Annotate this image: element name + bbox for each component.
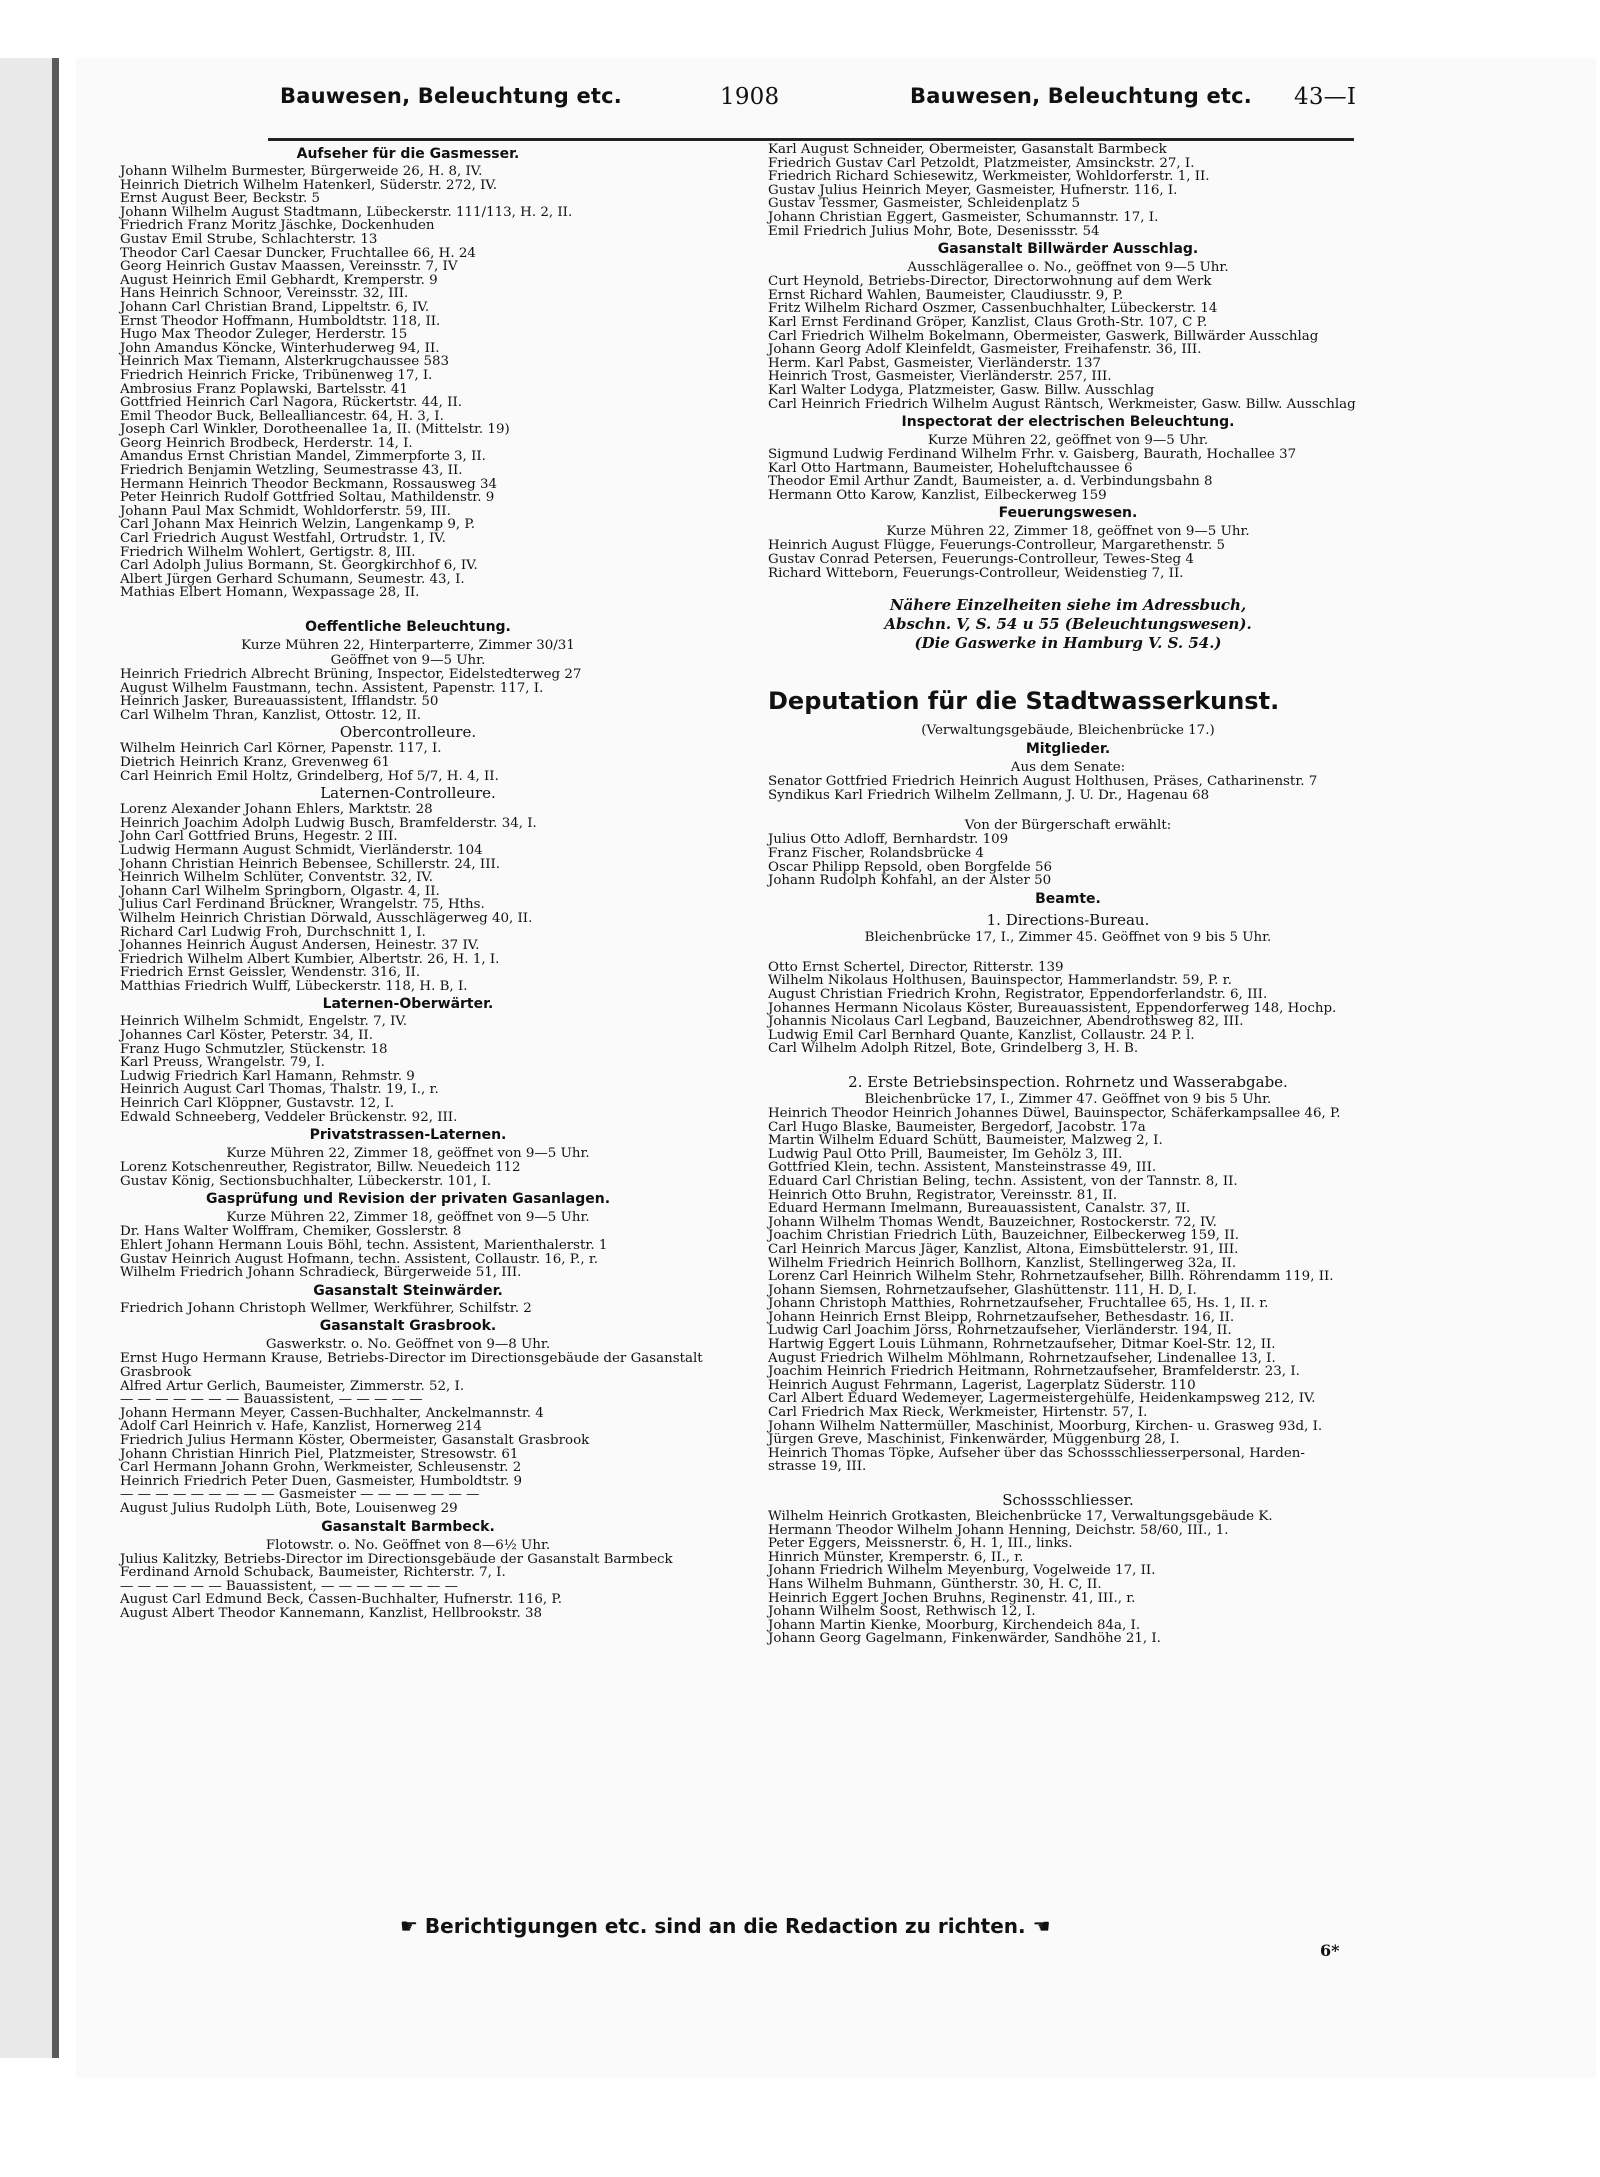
entry-line: Georg Heinrich Gustav Maassen, Vereinsstr. 7, IV <box>120 259 458 275</box>
section-heading: Inspectorat der electrischen Beleuchtung. <box>901 414 1235 431</box>
section-note: Flotowstr. o. No. Geöffnet von 8—6½ Uhr. <box>265 1537 551 1553</box>
entry-line: Carl Albert Eduard Wedemeyer, Lagermeistergehülfe, Heidenkampsweg 212, IV. <box>768 1391 1316 1407</box>
entry-line: Jürgen Greve, Maschinist, Finkenwärder, Müggenburg 28, I. <box>768 1432 1180 1448</box>
left-binding-strip <box>0 58 52 2058</box>
spacer <box>768 802 1368 818</box>
entry-line: Ambrosius Franz Poplawski, Bartelsstr. 41 <box>120 381 408 397</box>
section-heading: Deputation für die Stadtwasserkunst. <box>768 687 1280 716</box>
entry-line: Johann Wilhelm Thomas Wendt, Bauzeichner, Rostockerstr. 72, IV. <box>768 1214 1217 1230</box>
signature-mark: 6* <box>1320 1941 1340 1960</box>
entry-line: Lorenz Carl Heinrich Wilhelm Stehr, Rohrnetzaufseher, Billh. Röhrendamm 119, II. <box>768 1269 1334 1285</box>
section-heading: Obercontrolleure. <box>339 723 477 742</box>
section-note: Bleichenbrücke 17, I., Zimmer 47. Geöffnet von 9 bis 5 Uhr. <box>864 1091 1272 1107</box>
entry-line: Johann Hermann Meyer, Cassen-Buchhalter, Anckelmannstr. 4 <box>120 1405 544 1421</box>
section-note: Ausschlägerallee o. No., geöffnet von 9—5 Uhr. <box>907 260 1229 276</box>
entry-line: Heinrich Joachim Adolph Ludwig Busch, Bramfelderstr. 34, I. <box>120 815 537 831</box>
entry-line: Ernst Richard Wahlen, Baumeister, Claudiusstr. 9, P. <box>768 287 1124 303</box>
entry-line: Heinrich Trost, Gasmeister, Vierländerstr. 257, III. <box>768 369 1112 385</box>
entry-line: strasse 19, III. <box>768 1459 867 1475</box>
entry-line: Friedrich Richard Schiesewitz, Werkmeister, Wohldorferstr. 1, II. <box>768 169 1210 185</box>
spacer <box>768 1056 1368 1072</box>
entry-line: Gustav König, Sectionsbuchhalter, Lübeckerstr. 101, I. <box>120 1173 492 1189</box>
pointing-hand-icon: ☛ <box>400 1914 418 1938</box>
entry-line: Hartwig Eggert Louis Lühmann, Rohrnetzaufseher, Ditmar Koel-Str. 12, II. <box>768 1337 1276 1353</box>
entry-line: Johann Martin Kienke, Moorburg, Kirchendeich 84a, I. <box>768 1617 1141 1633</box>
section-note: Aus dem Senate: <box>1010 760 1126 776</box>
entry-line: Heinrich Dietrich Wilhelm Hatenkerl, Süderstr. 272, IV. <box>120 177 498 193</box>
entry-line: Ludwig Friedrich Karl Hamann, Rehmstr. 9 <box>120 1068 415 1084</box>
entry-line: Joseph Carl Winkler, Dorotheenallee 1a, II. (Mittelstr. 19) <box>120 422 510 438</box>
entry-line: Johann Christoph Matthies, Rohrnetzaufseher, Fruchtallee 65, Hs. 1, II. r. <box>768 1296 1269 1312</box>
entry-line: Heinrich Wilhelm Schlüter, Conventstr. 32, IV. <box>120 870 433 886</box>
entry-line: Friedrich Franz Moritz Jäschke, Dockenhuden <box>120 218 435 234</box>
entry-line: Franz Hugo Schmutzler, Stückenstr. 18 <box>120 1041 388 1057</box>
entry-line: Amandus Ernst Christian Mandel, Zimmerpforte 3, II. <box>120 449 486 465</box>
entry-line: Johann Christian Heinrich Bebensee, Schillerstr. 24, III. <box>120 856 501 872</box>
header-left-title: Bauwesen, Beleuchtung etc. <box>280 84 622 108</box>
section-heading: 2. Erste Betriebsinspection. Rohrnetz und Wasserabgabe. <box>848 1072 1288 1091</box>
entry-line: Gustav Conrad Petersen, Feuerungs-Controlleur, Tewes-Steg 4 <box>768 552 1194 568</box>
entry-line: Johann Christian Eggert, Gasmeister, Schumannstr. 17, I. <box>768 209 1159 225</box>
entry-line: Georg Heinrich Brodbeck, Herderstr. 14, I. <box>120 435 413 451</box>
entry-line: Johann Georg Adolf Kleinfeldt, Gasmeister, Freihafenstr. 36, III. <box>768 342 1202 358</box>
section-heading: Schossschliesser. <box>1002 1491 1134 1509</box>
entry-line: Ferdinand Arnold Schuback, Baumeister, Richterstr. 7, I. <box>120 1565 506 1581</box>
entry-line: Friedrich Ernst Geissler, Wendenstr. 316, II. <box>120 965 421 981</box>
entry-line: Lorenz Alexander Johann Ehlers, Marktstr. 28 <box>120 802 433 818</box>
entry-line: Wilhelm Heinrich Grotkasten, Bleichenbrücke 17, Verwaltungsgebäude K. <box>768 1509 1273 1524</box>
footer-text: Berichtigungen etc. sind an die Redaction zu richten. <box>424 1914 1026 1938</box>
entry-line: Emil Friedrich Julius Mohr, Bote, Desenissstr. 54 <box>768 223 1100 239</box>
entry-line: Richard Carl Ludwig Froh, Durchschnitt 1, I. <box>120 924 426 940</box>
entry-line: August Christian Friedrich Krohn, Registrator, Eppendorferlandstr. 6, III. <box>768 987 1268 1002</box>
section-note: Geöffnet von 9—5 Uhr. <box>330 653 486 668</box>
entry-line: Theodor Carl Caesar Duncker, Fruchtallee 66, H. 24 <box>120 245 476 261</box>
entry-line: Heinrich Friedrich Albrecht Brüning, Inspector, Eidelstedterweg 27 <box>120 667 582 682</box>
section-heading: Aufseher für die Gasmesser. <box>296 146 520 162</box>
entry-line: Alfred Artur Gerlich, Baumeister, Zimmerstr. 52, I. <box>120 1378 465 1394</box>
entry-line: Gottfried Klein, techn. Assistent, Mansteinstrasse 49, III. <box>768 1160 1157 1176</box>
entry-line: Heinrich Thomas Töpke, Aufseher über das Schossschliesserpersonal, Harden- <box>768 1445 1305 1461</box>
spacer <box>768 1474 1368 1490</box>
entry-line: Gustav Julius Heinrich Meyer, Gasmeister, Hufnerstr. 116, I. <box>768 182 1178 198</box>
entry-line: Carl Friedrich Max Rieck, Werkmeister, Hirtenstr. 57, I. <box>768 1405 1148 1421</box>
entry-line: Peter Eggers, Meissnerstr. 6, H. 1, III., links. <box>768 1536 1073 1552</box>
entry-line: Karl Ernst Ferdinand Gröper, Kanzlist, Claus Groth-Str. 107, C P. <box>768 314 1208 330</box>
entry-line: Heinrich August Fehrmann, Lagerist, Lagerplatz Süderstr. 110 <box>768 1377 1196 1393</box>
entry-line: Peter Heinrich Rudolf Gottfried Soltau, Mathildenstr. 9 <box>120 490 495 506</box>
entry-line: Grasbrook <box>120 1364 192 1380</box>
section-note: Kurze Mühren 22, Zimmer 18, geöffnet von 9—5 Uhr. <box>226 1210 590 1226</box>
entry-line: Curt Heynold, Betriebs-Director, Directorwohnung auf dem Werk <box>768 274 1212 290</box>
entry-line: Friedrich Johann Christoph Wellmer, Werkführer, Schilfstr. 2 <box>120 1300 532 1316</box>
entry-line: Theodor Emil Arthur Zandt, Baumeister, a. d. Verbindungsbahn 8 <box>768 474 1213 490</box>
section-heading: Laternen-Oberwärter. <box>322 996 494 1013</box>
header-right-title: Bauwesen, Beleuchtung etc. <box>910 84 1252 108</box>
entry-line: Carl Friedrich Wilhelm Bokelmann, Obermeister, Gaswerk, Billwärder Ausschlag <box>768 328 1319 344</box>
entry-line: Friedrich Wilhelm Wohlert, Gertigstr. 8, III. <box>120 544 416 560</box>
section-heading: Laternen-Controlleure. <box>320 784 496 803</box>
entry-line: Joachim Heinrich Friedrich Heitmann, Rohrnetzaufseher, Bramfelderstr. 23, I. <box>768 1364 1300 1380</box>
entry-line: Heinrich Wilhelm Schmidt, Engelstr. 7, IV. <box>120 1014 407 1030</box>
entry-line: Carl Heinrich Friedrich Wilhelm August Räntsch, Werkmeister, Gasw. Billw. Ausschlag <box>768 396 1356 412</box>
entry-line: Joachim Christian Friedrich Lüth, Bauzeichner, Eilbeckerweg 159, II. <box>768 1228 1240 1244</box>
entry-line: Ludwig Hermann August Schmidt, Vierländerstr. 104 <box>120 842 483 858</box>
entry-line: Carl Adolph Julius Bormann, St. Georgkirchhof 6, IV. <box>120 558 478 574</box>
entry-line: Ludwig Carl Joachim Jörss, Rohrnetzaufseher, Vierländerstr. 194, II. <box>768 1323 1232 1339</box>
reference-note: Abschn. V, S. 54 u 55 (Beleuchtungswesen). <box>884 615 1252 634</box>
entry-line: Gottfried Heinrich Carl Nagora, Rückertstr. 44, II. <box>120 395 462 411</box>
entry-line: Eduard Carl Christian Beling, techn. Assistent, von der Tannstr. 8, II. <box>768 1173 1238 1189</box>
entry-line: Johann Georg Gagelmann, Finkenwärder, Sandhöhe 21, I. <box>768 1631 1161 1647</box>
reference-note: (Die Gaswerke in Hamburg V. S. 54.) <box>914 634 1222 653</box>
entry-line: Johannis Nicolaus Carl Legband, Bauzeichner, Abendrothsweg 82, III. <box>768 1014 1244 1030</box>
entry-line: Karl Preuss, Wrangelstr. 79, I. <box>120 1055 325 1071</box>
entry-line: Carl Wilhelm Adolph Ritzel, Bote, Grindelberg 3, H. B. <box>768 1041 1139 1057</box>
entry-line: Karl Otto Hartmann, Baumeister, Hoheluftchaussee 6 <box>768 460 1133 476</box>
entry-line: Heinrich Otto Bruhn, Registrator, Vereinsstr. 81, II. <box>768 1187 1118 1203</box>
section-heading: Gasanstalt Barmbeck. <box>321 1518 495 1535</box>
entry-line: Oscar Philipp Repsold, oben Borgfelde 56 <box>768 859 1053 875</box>
entry-line: Johann Friedrich Wilhelm Meyenburg, Vogelweide 17, II. <box>768 1563 1156 1579</box>
entry-line: Otto Ernst Schertel, Director, Ritterstr. 139 <box>768 959 1064 975</box>
entry-line: Carl Heinrich Marcus Jäger, Kanzlist, Altona, Eimsbüttelerstr. 91, III. <box>768 1241 1239 1257</box>
entry-line: Hugo Max Theodor Zuleger, Herderstr. 15 <box>120 327 408 343</box>
entry-line: August Wilhelm Faustmann, techn. Assistent, Papenstr. 117, I. <box>120 680 544 696</box>
entry-line: Albert Jürgen Gerhard Schumann, Seumestr. 43, I. <box>120 571 465 587</box>
section-heading: Beamte. <box>1035 890 1101 907</box>
entry-line: Gustav Heinrich August Hofmann, techn. Assistent, Collaustr. 16, P., r. <box>120 1251 599 1267</box>
entry-line: Johannes Heinrich August Andersen, Heinestr. 37 IV. <box>120 938 480 954</box>
entry-line: Julius Otto Adloff, Bernhardstr. 109 <box>768 832 1009 848</box>
entry-line: Ludwig Paul Otto Prill, Baumeister, Im Gehölz 3, III. <box>768 1146 1123 1162</box>
entry-line: Gustav Tessmer, Gasmeister, Schleidenplatz 5 <box>768 196 1081 212</box>
section-note: Kurze Mühren 22, Hinterparterre, Zimmer 30/31 <box>241 638 575 653</box>
entry-line: Friedrich Gustav Carl Petzoldt, Platzmeister, Amsinckstr. 27, I. <box>768 155 1195 171</box>
entry-line: Karl Walter Lodyga, Platzmeister, Gasw. Billw. Ausschlag <box>768 382 1155 398</box>
entry-line: Hans Heinrich Schnoor, Vereinsstr. 32, III. <box>120 286 409 302</box>
spacer <box>768 580 1368 596</box>
section-heading: Gasanstalt Steinwärder. <box>313 1282 503 1299</box>
entry-line: Johann Christian Hinrich Piel, Platzmeister, Stresowstr. 61 <box>120 1446 519 1462</box>
entry-line: Ludwig Emil Carl Bernhard Quante, Kanzlist, Collaustr. 24 P. l. <box>768 1027 1195 1043</box>
entry-line: Heinrich Theodor Heinrich Johannes Düwel, Bauinspector, Schäferkampsallee 46, P. <box>768 1105 1341 1121</box>
entry-line: August Carl Edmund Beck, Cassen-Buchhalter, Hufnerstr. 116, P. <box>120 1592 562 1608</box>
section-heading: Feuerungswesen. <box>998 505 1138 522</box>
entry-line: Heinrich Jasker, Bureauassistent, Ifflandstr. 50 <box>120 694 439 710</box>
entry-line: Carl Wilhelm Thran, Kanzlist, Ottostr. 12, II. <box>120 707 422 723</box>
header-page-number: 43—I <box>1294 84 1357 110</box>
spacer <box>768 945 1368 961</box>
entry-line: Heinrich August Carl Thomas, Thalstr. 19, I., r. <box>120 1082 439 1098</box>
entry-line: Carl Friedrich August Westfahl, Ortrudstr. 1, IV. <box>120 531 446 547</box>
section-note: Gaswerkstr. o. No. Geöffnet von 9—8 Uhr. <box>265 1337 551 1353</box>
entry-line: Franz Fischer, Rolandsbrücke 4 <box>768 846 984 862</box>
entry-line: Matthias Friedrich Wulff, Lübeckerstr. 118, H. B, I. <box>120 978 468 994</box>
section-note: (Verwaltungsgebäude, Bleichenbrücke 17.) <box>921 723 1215 739</box>
entry-line: Wilhelm Friedrich Johann Schradieck, Bürgerweide 51, III. <box>120 1265 522 1281</box>
section-heading: 1. Directions-Bureau. <box>986 910 1150 929</box>
entry-line: August Friedrich Wilhelm Möhlmann, Rohrnetzaufseher, Lindenallee 13, I. <box>768 1350 1276 1366</box>
entry-line: Hermann Theodor Wilhelm Johann Henning, Deichstr. 58/60, III., 1. <box>768 1522 1229 1538</box>
entry-line: Johannes Carl Köster, Peterstr. 34, II. <box>120 1028 373 1044</box>
entry-line: Heinrich August Flügge, Feuerungs-Controlleur, Margarethenstr. 5 <box>768 538 1226 554</box>
entry-line: August Julius Rudolph Lüth, Bote, Louisenweg 29 <box>120 1500 458 1516</box>
entry-line: Fritz Wilhelm Richard Oszmer, Cassenbuchhalter, Lübeckerstr. 14 <box>768 301 1218 317</box>
entry-line: Friedrich Julius Hermann Köster, Obermeister, Gasanstalt Grasbrook <box>120 1432 590 1448</box>
entry-line: — — — — — — Bauassistent, — — — — — — — — <box>120 1578 458 1594</box>
entry-line: Hermann Otto Karow, Kanzlist, Eilbeckerweg 159 <box>768 487 1107 503</box>
entry-line: Eduard Hermann Imelmann, Bureauassistent, Canalstr. 37, II. <box>768 1201 1191 1217</box>
entry-line: Ernst August Beer, Beckstr. 5 <box>120 191 321 207</box>
section-note: Bleichenbrücke 17, I., Zimmer 45. Geöffnet von 9 bis 5 Uhr. <box>864 929 1272 945</box>
section-heading: Gasprüfung und Revision der privaten Gasanlagen. <box>205 1191 611 1208</box>
header-rule <box>268 138 1354 141</box>
entry-line: Heinrich Friedrich Peter Duen, Gasmeister, Humboldtstr. 9 <box>120 1473 522 1489</box>
entry-line: Dietrich Heinrich Kranz, Grevenweg 61 <box>120 754 390 770</box>
entry-line: John Amandus Köncke, Winterhuderweg 94, II. <box>120 340 440 356</box>
entry-line: Johann Heinrich Ernst Bleipp, Rohrnetzaufseher, Bethesdastr. 16, II. <box>768 1309 1235 1325</box>
section-heading: Privatstrassen-Laternen. <box>309 1127 507 1144</box>
left-binding-edge <box>52 58 59 2058</box>
entry-line: Senator Gottfried Friedrich Heinrich August Holthusen, Präses, Catharinenstr. 7 <box>768 774 1318 790</box>
entry-line: Hermann Heinrich Theodor Beckmann, Rossausweg 34 <box>120 476 498 492</box>
entry-line: Dr. Hans Walter Wolffram, Chemiker, Gosslerstr. 8 <box>120 1224 462 1240</box>
entry-line: Johann Carl Christian Brand, Lippeltstr. 6, IV. <box>120 299 430 315</box>
entry-line: Julius Carl Ferdinand Brückner, Wrangelstr. 75, Hths. <box>120 897 485 913</box>
footer-note <box>400 1914 1051 1938</box>
entry-line: — — — — — — — — — Gasmeister — — — — — — — <box>120 1487 480 1503</box>
entry-line: Friedrich Heinrich Fricke, Tribünenweg 17, I. <box>120 367 433 383</box>
section-note: Kurze Mühren 22, Zimmer 18, geöffnet von 9—5 Uhr. <box>886 524 1250 540</box>
entry-line: Gustav Emil Strube, Schlachterstr. 13 <box>120 231 378 247</box>
entry-line: Ernst Theodor Hoffmann, Humboldtstr. 118, II. <box>120 313 441 329</box>
section-note: Von der Bürgerschaft erwählt: <box>964 818 1172 834</box>
section-heading: Gasanstalt Grasbrook. <box>319 1318 497 1335</box>
spacer <box>120 600 696 616</box>
entry-line: Johann Wilhelm August Stadtmann, Lübeckerstr. 111/113, H. 2, II. <box>120 204 573 220</box>
entry-line: Friedrich Wilhelm Albert Kumbier, Albertstr. 26, H. 1, I. <box>120 951 500 967</box>
right-column <box>768 143 1368 1646</box>
entry-line: Johann Wilhelm Burmester, Bürgerweide 26, H. 8, IV. <box>120 164 483 179</box>
section-note: Kurze Mühren 22, geöffnet von 9—5 Uhr. <box>927 433 1209 449</box>
entry-line: John Carl Gottfried Bruns, Hegestr. 2 III. <box>120 829 398 845</box>
reference-note: Nähere Einzelheiten siehe im Adressbuch, <box>889 596 1247 615</box>
section-heading: Oeffentliche Beleuchtung. <box>305 619 511 635</box>
entry-line: Herm. Karl Pabst, Gasmeister, Vierländerstr. 137 <box>768 355 1102 371</box>
entry-line: Heinrich Eggert Jochen Bruhns, Reginenstr. 41, III., r. <box>768 1590 1136 1606</box>
entry-line: Mathias Elbert Homann, Wexpassage 28, II. <box>120 585 420 601</box>
section-heading: Gasanstalt Billwärder Ausschlag. <box>937 241 1199 258</box>
entry-line: Hans Wilhelm Buhmann, Güntherstr. 30, H. C, II. <box>768 1576 1102 1592</box>
entry-line: Wilhelm Heinrich Christian Dörwald, Ausschlägerweg 40, II. <box>120 910 533 926</box>
entry-line: Johann Siemsen, Rohrnetzaufseher, Glashüttenstr. 111, H. D, I. <box>768 1282 1197 1298</box>
entry-line: Syndikus Karl Friedrich Wilhelm Zellmann, J. U. Dr., Hagenau 68 <box>768 787 1210 803</box>
entry-line: Sigmund Ludwig Ferdinand Wilhelm Frhr. v. Gaisberg, Baurath, Hochallee 37 <box>768 447 1297 463</box>
entry-line: Johannes Hermann Nicolaus Köster, Bureauassistent, Eppendorferweg 148, Hochp. <box>768 1000 1337 1016</box>
entry-line: Johann Rudolph Kohfahl, an der Alster 50 <box>768 873 1052 889</box>
entry-line: Carl Hermann Johann Grohn, Werkmeister, Schleusenstr. 2 <box>120 1460 522 1476</box>
entry-line: Hinrich Münster, Kremperstr. 6, II., r. <box>768 1549 1024 1565</box>
section-heading: Mitglieder. <box>1025 741 1111 758</box>
entry-line: Ehlert Johann Hermann Louis Böhl, techn. Assistent, Marienthalerstr. 1 <box>120 1238 608 1253</box>
entry-line: Julius Kalitzky, Betriebs-Director im Directionsgebäude der Gasanstalt Barmbeck <box>120 1551 673 1567</box>
entry-line: Johann Wilhelm Nattermüller, Maschinist, Moorburg, Kirchen- u. Grasweg 93d, I. <box>768 1418 1323 1434</box>
entry-line: Wilhelm Friedrich Heinrich Bollhorn, Kanzlist, Stellingerweg 32a, II. <box>768 1255 1237 1271</box>
entry-line: Richard Witteborn, Feuerungs-Controlleur, Weidenstieg 7, II. <box>768 565 1184 581</box>
entry-line: August Heinrich Emil Gebhardt, Kremperstr. 9 <box>120 272 438 288</box>
entry-line: Carl Hugo Blaske, Baumeister, Bergedorf, Jacobstr. 17a <box>768 1119 1146 1135</box>
entry-line: Heinrich Carl Klöppner, Gustavstr. 12, I. <box>120 1096 395 1112</box>
entry-line: Heinrich Max Tiemann, Alsterkrugchaussee 583 <box>120 354 450 370</box>
entry-line: Adolf Carl Heinrich v. Hafe, Kanzlist, Hornerweg 214 <box>120 1419 482 1435</box>
entry-line: August Albert Theodor Kannemann, Kanzlist, Hellbrookstr. 38 <box>120 1605 543 1621</box>
entry-line: Emil Theodor Buck, Bellealliancestr. 64, H. 3, I. <box>120 408 444 424</box>
entry-line: Karl August Schneider, Obermeister, Gasanstalt Barmbeck <box>768 142 1167 157</box>
entry-line: Lorenz Kotschenreuther, Registrator, Billw. Neuedeich 112 <box>120 1160 521 1176</box>
entry-line: Friedrich Benjamin Wetzling, Seumestrasse 43, II. <box>120 463 463 479</box>
entry-line: Ernst Hugo Hermann Krause, Betriebs-Director im Directionsgebäude der Gasanstalt <box>120 1351 703 1367</box>
spacer <box>768 653 1368 679</box>
entry-line: Johann Wilhelm Soost, Rethwisch 12, I. <box>768 1604 1036 1620</box>
entry-line: — — — — — — — Bauassistent, — — — — — <box>120 1392 423 1408</box>
left-column <box>120 143 703 1621</box>
entry-line: Wilhelm Nikolaus Holthusen, Bauinspector, Hammerlandstr. 59, P. r. <box>768 973 1232 989</box>
entry-line: Martin Wilhelm Eduard Schütt, Baumeister, Malzweg 2, I. <box>768 1133 1163 1149</box>
section-note: Kurze Mühren 22, Zimmer 18, geöffnet von 9—5 Uhr. <box>226 1146 590 1162</box>
entry-line: Edwald Schneeberg, Veddeler Brückenstr. 92, III. <box>120 1109 458 1125</box>
entry-line: Carl Johann Max Heinrich Welzin, Langenkamp 9, P. <box>120 517 475 533</box>
entry-line: Johann Paul Max Schmidt, Wohldorferstr. 59, III. <box>120 503 451 519</box>
header-year: 1908 <box>720 84 780 110</box>
pointing-hand-left-icon: ☚ <box>1032 1914 1051 1938</box>
entry-line: Johann Carl Wilhelm Springborn, Olgastr. 4, II. <box>120 883 440 899</box>
entry-line: Carl Heinrich Emil Holtz, Grindelberg, Hof 5/7, H. 4, II. <box>120 768 499 784</box>
entry-line: Wilhelm Heinrich Carl Körner, Papenstr. 117, I. <box>120 741 442 757</box>
